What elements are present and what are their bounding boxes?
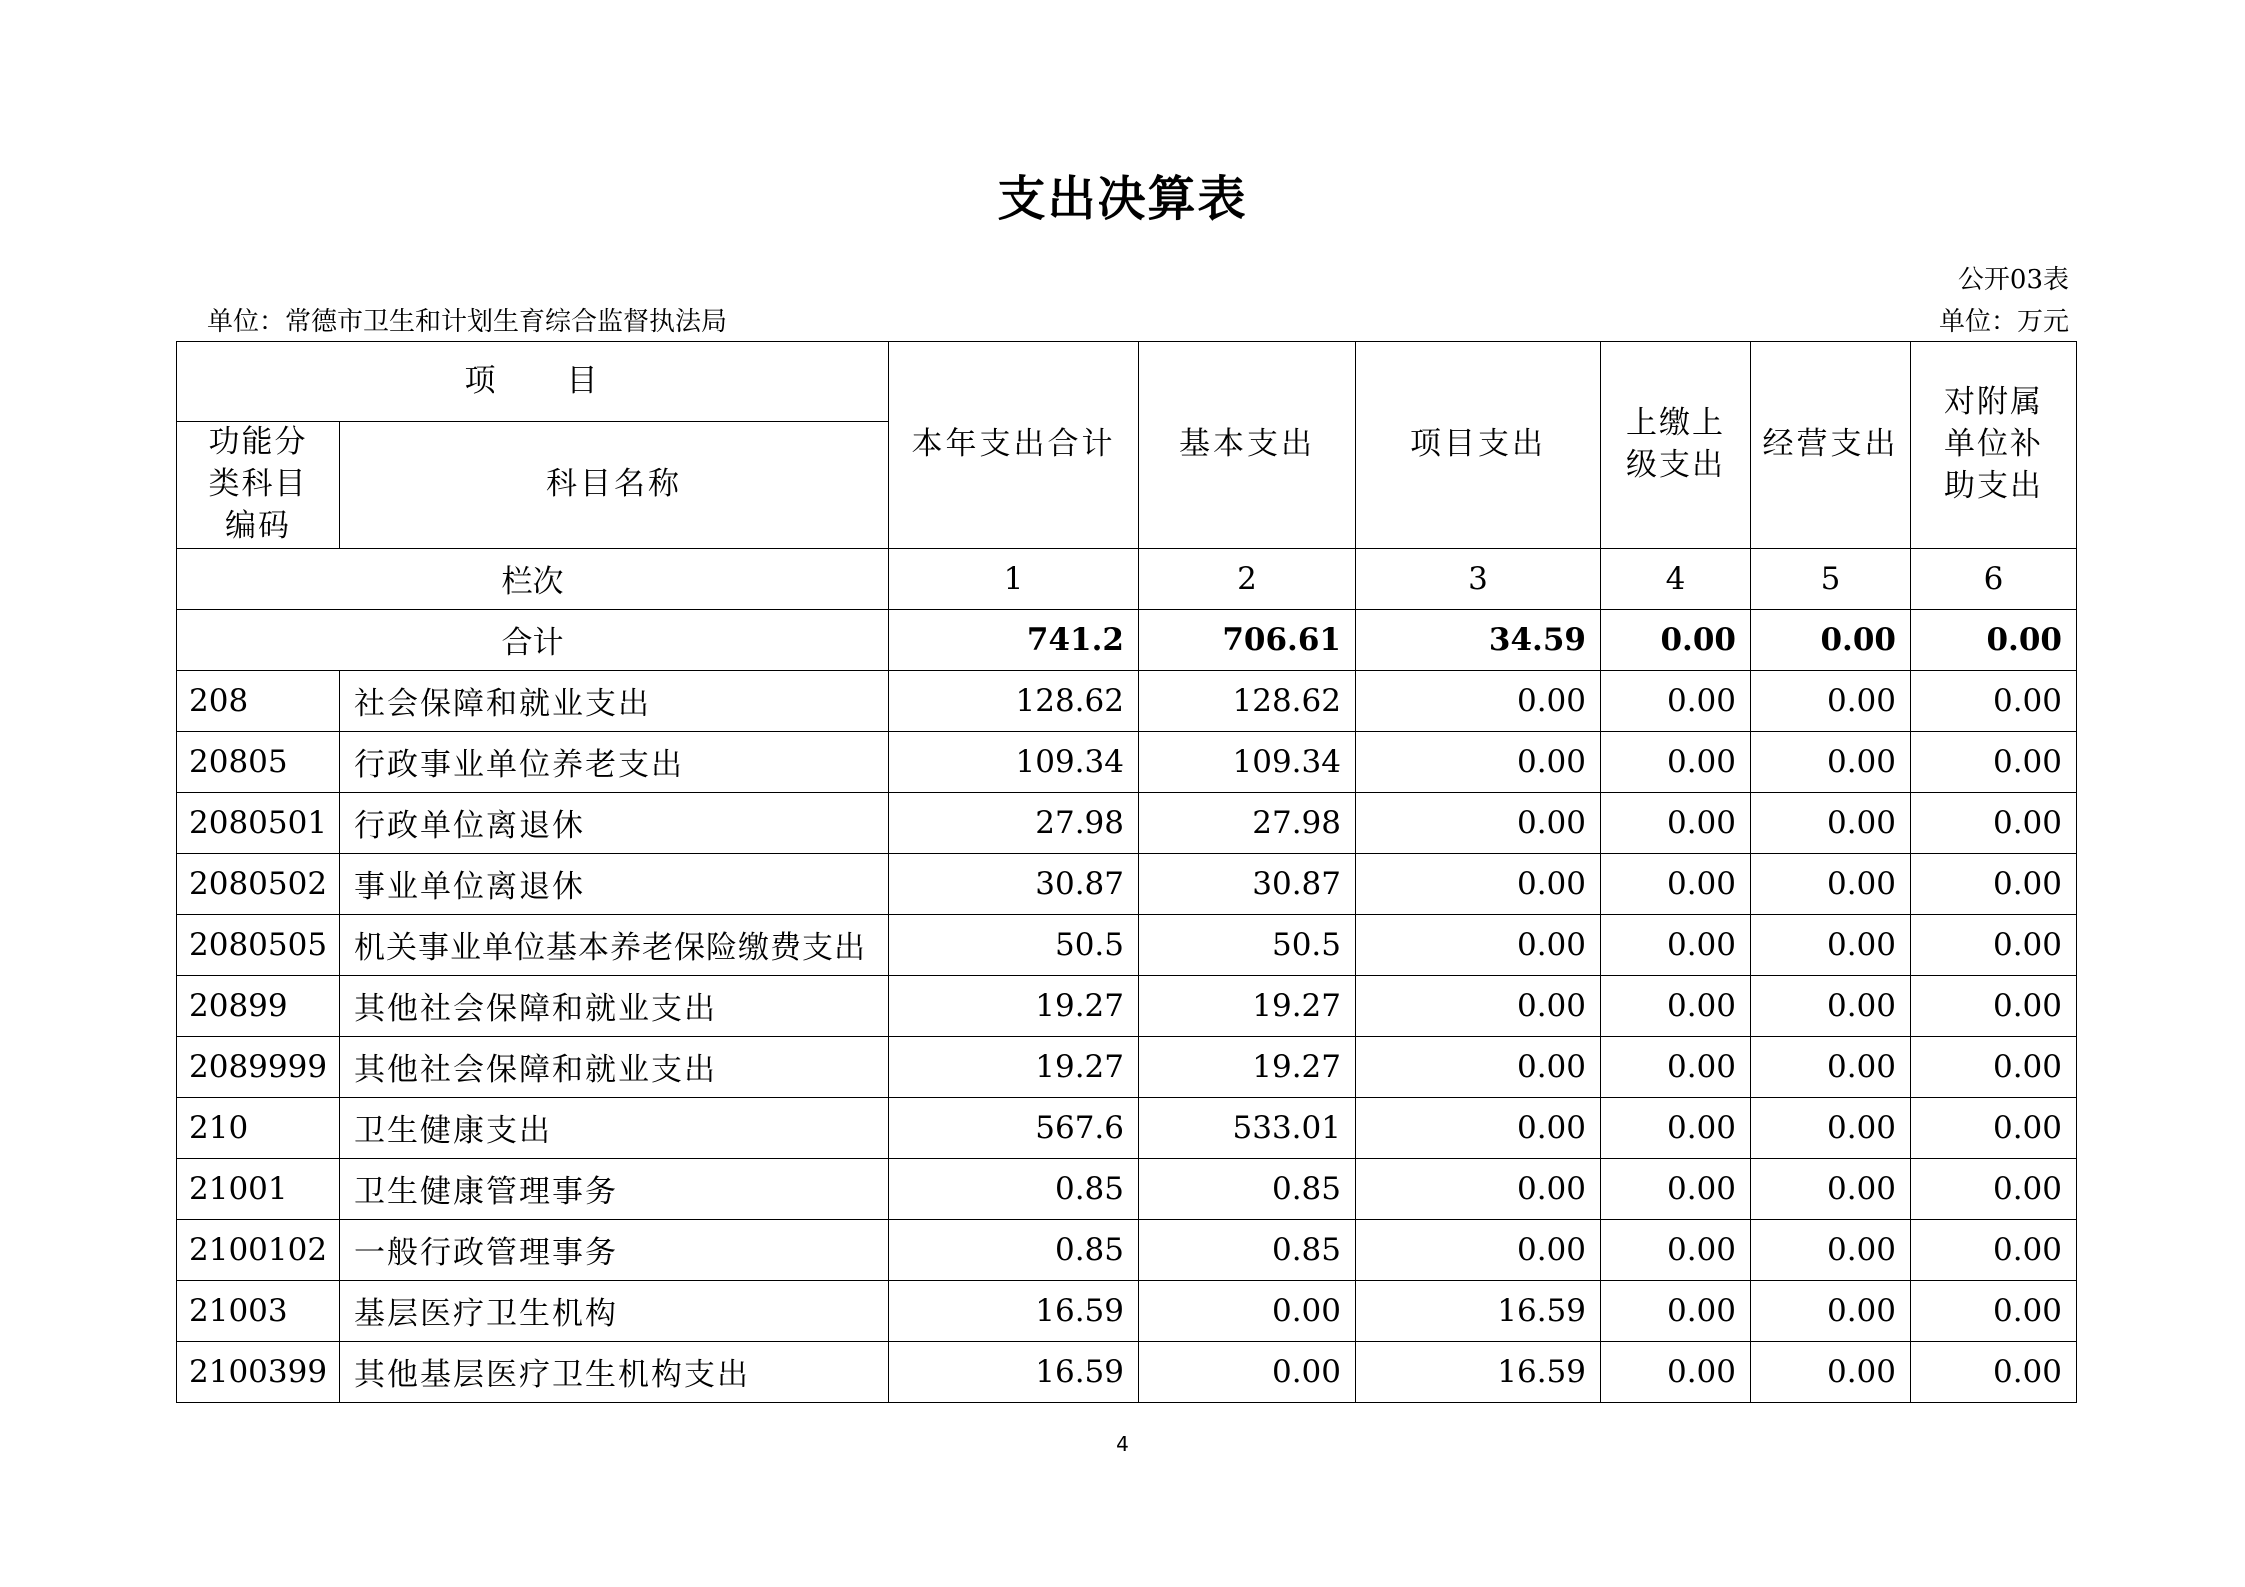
header-col-total: 本年支出合计 [889, 342, 1139, 549]
row-cell: 0.00 [1601, 975, 1751, 1036]
row-cell: 27.98 [1139, 792, 1356, 853]
table-row [177, 914, 2077, 975]
row-cell: 16.59 [1356, 1341, 1601, 1402]
row-cell: 19.27 [1139, 975, 1356, 1036]
row-cell: 19.27 [1139, 1036, 1356, 1097]
header-col-operating: 经营支出 [1751, 342, 1911, 549]
row-code: 21001 [177, 1158, 340, 1219]
header-project: 项 目 [177, 342, 889, 422]
header-code-text: 功能分类科目编码 [208, 424, 308, 544]
header-name: 科目名称 [340, 422, 889, 549]
row-name: 其他社会保障和就业支出 [340, 1036, 889, 1097]
row-cell: 0.00 [1751, 853, 1911, 914]
row-cell: 567.6 [889, 1097, 1139, 1158]
row-cell: 0.00 [1601, 792, 1751, 853]
page-title: 支出决算表 [997, 171, 1248, 227]
header-col-subsidiary [1911, 342, 2077, 549]
row-cell: 0.00 [1751, 1097, 1911, 1158]
row-cell: 0.00 [1356, 853, 1601, 914]
row-cell: 0.00 [1911, 1341, 2077, 1402]
row-cell: 0.00 [1601, 731, 1751, 792]
row-cell: 0.00 [1911, 792, 2077, 853]
organization-label: 单位：常德市卫生和计划生育综合监督执法局 [207, 307, 728, 337]
row-cell: 0.00 [1356, 914, 1601, 975]
total-cell: 0.00 [1601, 609, 1751, 670]
row-cell: 533.01 [1139, 1097, 1356, 1158]
table-row [177, 1280, 2077, 1341]
row-cell: 30.87 [1139, 853, 1356, 914]
form-number: 公开03表 [1957, 265, 2069, 295]
row-cell: 0.00 [1751, 670, 1911, 731]
row-cell: 0.00 [1911, 1158, 2077, 1219]
row-code: 210 [177, 1097, 340, 1158]
row-cell: 0.00 [1911, 670, 2077, 731]
table-row [177, 670, 2077, 731]
row-name: 基层医疗卫生机构 [340, 1280, 889, 1341]
row-cell: 0.00 [1356, 1219, 1601, 1280]
row-cell: 0.00 [1751, 1036, 1911, 1097]
row-name: 行政单位离退休 [340, 792, 889, 853]
row-code: 2100102 [177, 1219, 340, 1280]
row-cell: 0.00 [1911, 975, 2077, 1036]
total-cell: 34.59 [1356, 609, 1601, 670]
row-cell: 0.85 [1139, 1158, 1356, 1219]
row-cell: 50.5 [1139, 914, 1356, 975]
row-cell: 16.59 [889, 1280, 1139, 1341]
row-name: 其他社会保障和就业支出 [340, 975, 889, 1036]
row-cell: 0.00 [1751, 1280, 1911, 1341]
row-cell: 0.00 [1356, 1097, 1601, 1158]
table-row [177, 1036, 2077, 1097]
row-name: 事业单位离退休 [340, 853, 889, 914]
row-cell: 0.85 [889, 1158, 1139, 1219]
row-code: 2100399 [177, 1341, 340, 1402]
row-cell: 0.00 [1911, 1219, 2077, 1280]
row-cell: 0.00 [1751, 792, 1911, 853]
row-index-2: 2 [1139, 548, 1356, 609]
currency-unit-label: 单位：万元 [1938, 307, 2069, 337]
header-col-project: 项目支出 [1356, 342, 1601, 549]
row-cell: 0.00 [1356, 975, 1601, 1036]
row-index-label: 栏次 [177, 548, 889, 609]
row-cell: 0.00 [1911, 731, 2077, 792]
row-cell: 0.00 [1751, 1341, 1911, 1402]
row-code: 2080502 [177, 853, 340, 914]
row-code: 2080501 [177, 792, 340, 853]
row-index-1: 1 [889, 548, 1139, 609]
row-cell: 0.00 [1356, 1158, 1601, 1219]
row-cell: 0.00 [1751, 1158, 1911, 1219]
table-row [177, 1158, 2077, 1219]
row-cell: 30.87 [889, 853, 1139, 914]
table-row [177, 1341, 2077, 1402]
header-col-remit-upper-text: 上缴上级支出 [1626, 404, 1725, 483]
row-code: 21003 [177, 1280, 340, 1341]
row-cell: 19.27 [889, 975, 1139, 1036]
row-cell: 0.00 [1601, 914, 1751, 975]
row-cell: 0.00 [1911, 1036, 2077, 1097]
row-code: 2080505 [177, 914, 340, 975]
row-name: 其他基层医疗卫生机构支出 [340, 1341, 889, 1402]
row-index-5: 5 [1751, 548, 1911, 609]
row-name: 一般行政管理事务 [340, 1219, 889, 1280]
table-row [177, 731, 2077, 792]
header-col-subsidiary-text: 对附属单位补助支出 [1944, 384, 2043, 504]
row-cell: 0.00 [1601, 853, 1751, 914]
row-cell: 0.00 [1601, 1280, 1751, 1341]
table-row [177, 1219, 2077, 1280]
row-cell: 0.00 [1911, 1097, 2077, 1158]
header-col-basic: 基本支出 [1139, 342, 1356, 549]
row-code: 2089999 [177, 1036, 340, 1097]
row-cell: 19.27 [889, 1036, 1139, 1097]
total-cell: 0.00 [1751, 609, 1911, 670]
row-name: 机关事业单位基本养老保险缴费支出 [340, 914, 889, 975]
total-label: 合计 [177, 609, 889, 670]
row-cell: 0.00 [1751, 731, 1911, 792]
row-index-3: 3 [1356, 548, 1601, 609]
row-cell: 27.98 [889, 792, 1139, 853]
row-cell: 0.00 [1911, 1280, 2077, 1341]
row-name: 卫生健康支出 [340, 1097, 889, 1158]
row-name: 社会保障和就业支出 [340, 670, 889, 731]
row-cell: 0.00 [1601, 1219, 1751, 1280]
row-cell: 128.62 [889, 670, 1139, 731]
table-row [177, 792, 2077, 853]
row-cell: 109.34 [889, 731, 1139, 792]
row-cell: 0.00 [1601, 1036, 1751, 1097]
row-cell: 0.85 [889, 1219, 1139, 1280]
table-row [177, 975, 2077, 1036]
row-cell: 0.00 [1601, 1341, 1751, 1402]
table-row [177, 1097, 2077, 1158]
header-col-remit-upper [1601, 342, 1751, 549]
row-code: 20899 [177, 975, 340, 1036]
total-cell: 706.61 [1139, 609, 1356, 670]
row-cell: 0.85 [1139, 1219, 1356, 1280]
row-cell: 50.5 [889, 914, 1139, 975]
row-cell: 0.00 [1911, 853, 2077, 914]
row-cell: 0.00 [1356, 792, 1601, 853]
row-cell: 0.00 [1751, 975, 1911, 1036]
row-cell: 16.59 [1356, 1280, 1601, 1341]
row-cell: 109.34 [1139, 731, 1356, 792]
row-cell: 0.00 [1601, 670, 1751, 731]
row-index-4: 4 [1601, 548, 1751, 609]
row-cell: 0.00 [1139, 1341, 1356, 1402]
row-name: 卫生健康管理事务 [340, 1158, 889, 1219]
total-cell: 741.2 [889, 609, 1139, 670]
page-number: 4 [1116, 1432, 1129, 1456]
row-cell: 128.62 [1139, 670, 1356, 731]
row-code: 208 [177, 670, 340, 731]
row-cell: 0.00 [1601, 1097, 1751, 1158]
row-cell: 0.00 [1751, 1219, 1911, 1280]
row-cell: 0.00 [1911, 914, 2077, 975]
row-code: 20805 [177, 731, 340, 792]
row-cell: 0.00 [1356, 1036, 1601, 1097]
row-index-6: 6 [1911, 548, 2077, 609]
row-cell: 0.00 [1601, 1158, 1751, 1219]
header-code [177, 422, 340, 549]
row-cell: 0.00 [1751, 914, 1911, 975]
row-cell: 0.00 [1356, 670, 1601, 731]
row-name: 行政事业单位养老支出 [340, 731, 889, 792]
total-cell: 0.00 [1911, 609, 2077, 670]
row-cell: 16.59 [889, 1341, 1139, 1402]
table-row [177, 853, 2077, 914]
row-cell: 0.00 [1356, 731, 1601, 792]
expenditure-table [176, 341, 2077, 1403]
row-cell: 0.00 [1139, 1280, 1356, 1341]
